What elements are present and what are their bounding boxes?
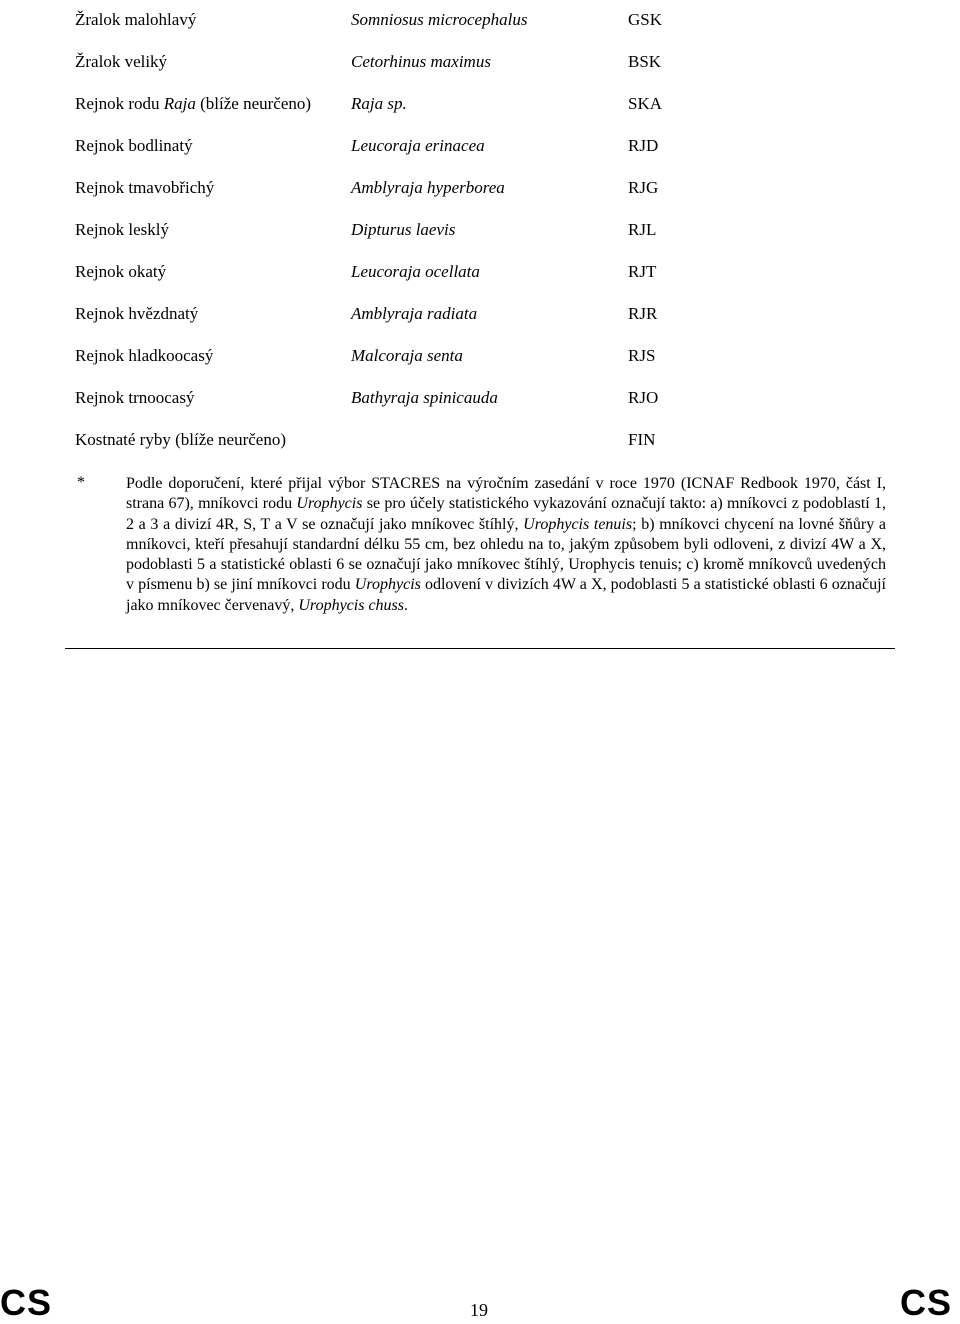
czech-name: Rejnok trnoocasý — [75, 388, 195, 407]
species-code: RJO — [628, 388, 659, 407]
page-number: 19 — [470, 1300, 488, 1320]
footnote-divider — [65, 648, 895, 649]
czech-name: Žralok veliký — [75, 52, 168, 71]
czech-name: Kostnaté ryby (blíže neurčeno) — [75, 430, 286, 449]
species-code: RJR — [628, 304, 658, 323]
latin-name: Raja sp. — [351, 94, 407, 113]
czech-name: Rejnok hvězdnatý — [75, 304, 199, 323]
footnote-marker: * — [77, 474, 85, 491]
species-code: GSK — [628, 10, 663, 29]
table-row — [0, 378, 960, 420]
table-row — [0, 294, 960, 336]
table-row — [0, 252, 960, 294]
czech-name: Rejnok tmavobřichý — [75, 178, 215, 197]
species-code: SKA — [628, 94, 663, 113]
czech-name: Rejnok okatý — [75, 262, 167, 281]
latin-name: Leucoraja erinacea — [351, 136, 485, 155]
table-row — [0, 168, 960, 210]
species-code: RJS — [628, 346, 656, 365]
species-code: RJT — [628, 262, 657, 281]
language-code-right: CS — [900, 1282, 953, 1323]
czech-name: Rejnok rodu Raja (blíže neurčeno) — [75, 94, 312, 113]
czech-name: Rejnok bodlinatý — [75, 136, 193, 155]
latin-name: Amblyraja hyperborea — [351, 178, 505, 197]
table-row — [0, 210, 960, 252]
latin-name: Bathyraja spinicauda — [351, 388, 498, 407]
species-code: BSK — [628, 52, 662, 71]
species-code: RJL — [628, 220, 657, 239]
latin-name: Cetorhinus maximus — [351, 52, 491, 71]
language-code-left: CS — [0, 1282, 53, 1323]
latin-name: Leucoraja ocellata — [351, 262, 480, 281]
footnote-text: Podle doporučení, které přijal výbor STACRES na výročním zasedání v roce 1970 (ICNAF Redbook 1970, část I, strana 67), mníkovci rodu Urophycis se pro účely statistického vykazování označují takto: a) mníkovci z podoblastí 1, 2 a 3 a divizí 4R, S, T a V se označují jako mníkovec štíhlý, Urophycis tenuis; b) mníkovci chycení na lovné šňůry a mníkovci, kteří přesahují standardní délku 55 cm, bez ohledu na to, jakým způsobem byli odloveni, z divizí 4W a X, podoblasti 5 a statistické oblasti 6 se označují jako mníkovec štíhlý, Urophycis tenuis; c) kromě mníkovců uvedených v písmenu b) se jiní mníkovci rodu Urophycis odlovení v divizích 4W a X, podoblasti 5 a statistické oblasti 6 označují jako mníkovec červenavý, Urophycis chuss. — [126, 475, 887, 614]
czech-name: Rejnok lesklý — [75, 220, 169, 239]
species-code: RJG — [628, 178, 659, 197]
latin-name: Dipturus laevis — [351, 220, 456, 239]
species-code: RJD — [628, 136, 659, 155]
table-row — [0, 84, 960, 126]
table-row — [0, 42, 960, 84]
czech-name: Rejnok hladkoocasý — [75, 346, 214, 365]
czech-name: Žralok malohlavý — [75, 10, 197, 29]
latin-name: Somniosus microcephalus — [351, 10, 528, 29]
table-row — [0, 336, 960, 378]
table-row — [0, 420, 960, 462]
latin-name: Malcoraja senta — [351, 346, 463, 365]
species-code: FIN — [628, 430, 656, 449]
latin-name: Amblyraja radiata — [351, 304, 478, 323]
table-row — [0, 126, 960, 168]
table-row — [0, 0, 960, 42]
